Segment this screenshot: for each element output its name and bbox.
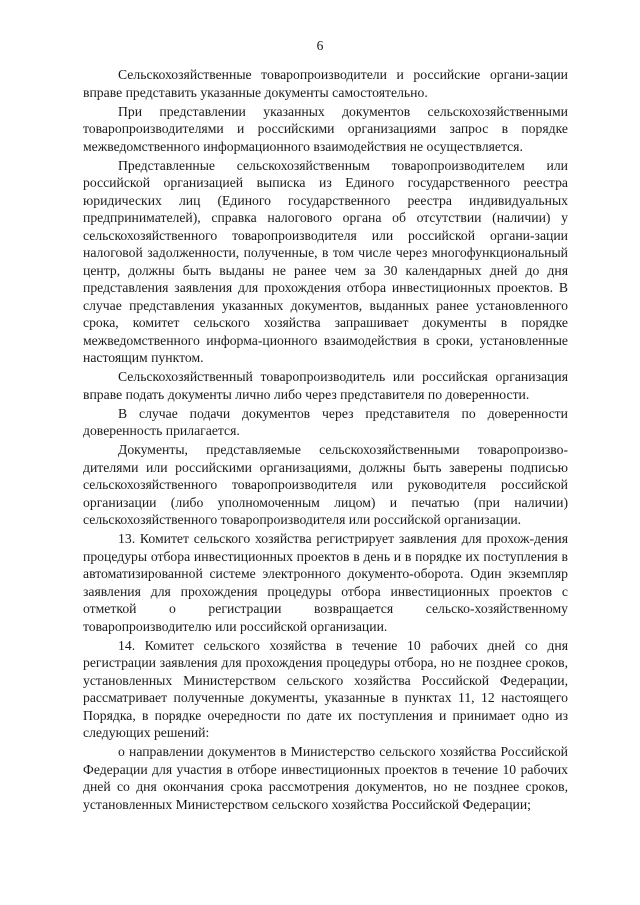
page-number: 6 xyxy=(316,38,324,53)
paragraph-decision-forward: о направлении документов в Министерство сельского хозяйства Российской Федерации для участия в отборе инвестиционных проектов в течение 10 рабочих дней со дня окончания срока рассмотрения документов, но не позднее сроков, установленных Министерством сельского хозяйства Российской Федерации; xyxy=(83,744,568,812)
document-body xyxy=(83,66,568,815)
paragraph-submission-method: Сельскохозяйственный товаропроизводитель или российская организация вправе подать документы лично либо через представителя по доверенности. xyxy=(83,369,568,402)
paragraph-power-of-attorney: В случае подачи документов через представителя по доверенности доверенность прилагается. xyxy=(83,405,568,438)
paragraph-item-14: 14. Комитет сельского хозяйства в течение 10 рабочих дней со дня регистрации заявления для прохождения процедуры отбора, но не позднее сроков, установленных Министерством сельского хозяйства Российской Федерации, рассматривает полученные документы, указанные в пунктах 11, 12 настоящего Порядка, в порядке очередности по дате их поступления и принимает одно из следующих решений: xyxy=(83,637,568,740)
paragraph-no-interagency-request: При представлении указанных документов сельскохозяйственными товаропроизводителями и российскими организациями запрос в порядке межведомственного информационного взаимодействия не осуществляется. xyxy=(83,103,568,154)
paragraph-item-13: 13. Комитет сельского хозяйства регистрирует заявления для прохож-дения процедуры отбора инвестиционных проектов в день и в порядке их поступления в автоматизированной системе электронного документо-оборота. Один экземпляр заявления для прохождения процедуры отбора инвестиционных проектов с отметкой о регистрации возвращается сельско-хозяйственному товаропроизводителю или российской организации. xyxy=(83,531,568,634)
paragraph-extract-validity: Представленные сельскохозяйственным товаропроизводителем или российской организацией выписка из Единого государственного реестра юридических лиц (Единого государственного реестра индивидуальных предпринимателей), справка налогового органа об отсутствии (наличии) у сельскохозяйственного товаропроизводителя или российской органи-зации налоговой задолженности, полученные, в том числе через многофункциональный центр, должны быть выданы не ранее чем за 30 календарных дней до дня представления заявления для прохождения отбора инвестиционных проектов. В случае представления указанных документов, выданных ранее установленного срока, комитет сельского хозяйства запрашивает документы в порядке межведомственного информа-ционного взаимодействия в сроки, установленные настоящим пунктом. xyxy=(83,157,568,365)
paragraph-self-submission: Сельскохозяйственные товаропроизводители и российские органи-зации вправе представить указанные документы самостоятельно. xyxy=(83,67,568,100)
paragraph-document-certification: Документы, представляемые сельскохозяйственными товаропроизво-дителями или российскими организациями, должны быть заверены подписью сельскохозяйственного товаропроизводителя или руководителя российской организации (либо уполномоченным лицом) и печатью (при наличии) сельскохозяйственного товаропроизводителя или российской организации. xyxy=(83,442,568,527)
